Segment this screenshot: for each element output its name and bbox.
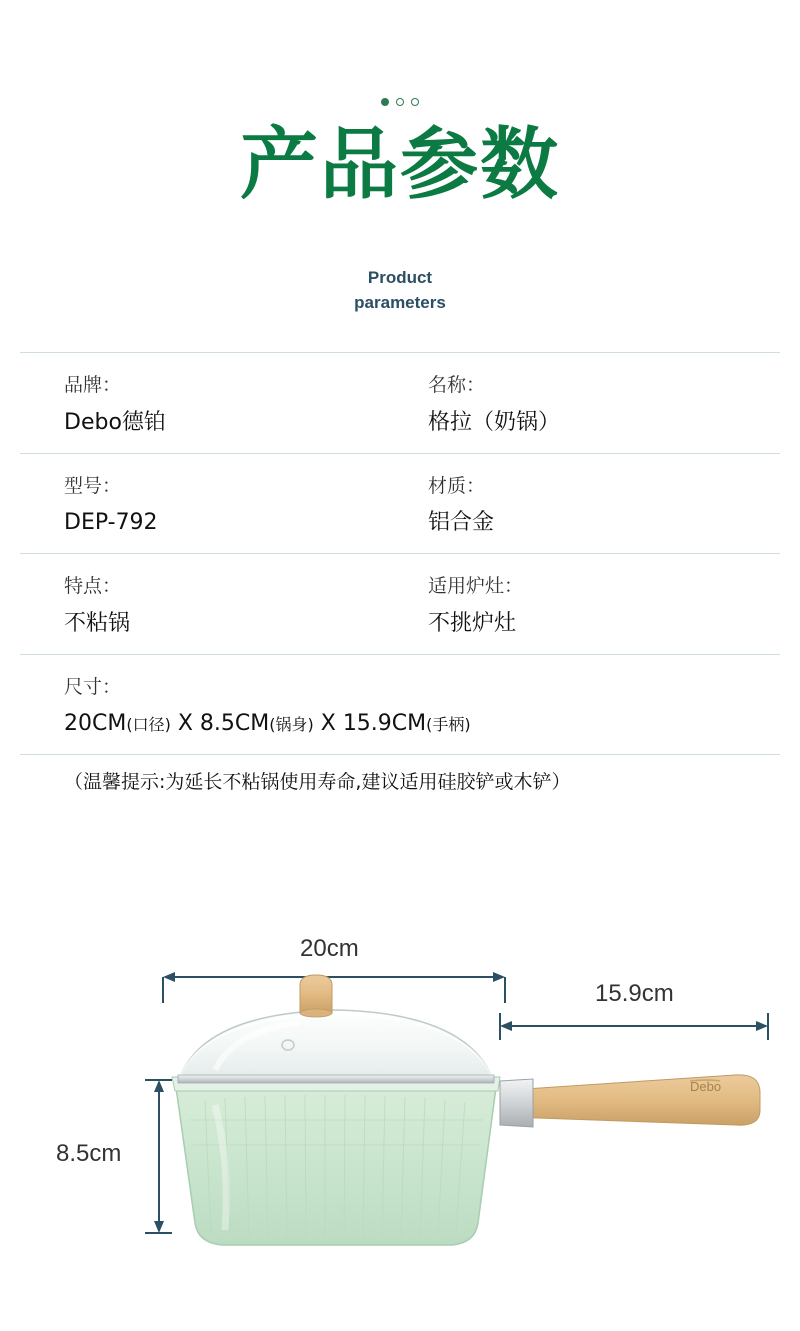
arrow-height (145, 1080, 172, 1233)
carousel-dot-3[interactable] (411, 98, 419, 106)
param-feature (20, 572, 400, 640)
size-handle: 15.9CM (342, 711, 427, 736)
size-body: 8.5CM (199, 711, 270, 736)
pot-lid (178, 975, 494, 1083)
table-row (20, 553, 780, 654)
param-model-label: 型号： (64, 474, 122, 497)
lid-knob (300, 975, 332, 1013)
arrow-handle (500, 1013, 768, 1040)
param-stove (400, 572, 780, 640)
param-material (400, 472, 780, 540)
product-dimension-diagram (0, 905, 800, 1325)
table-row-note (20, 754, 780, 797)
param-material-label: 材质： (428, 474, 486, 497)
param-feature-value: 不粘锅 (64, 610, 131, 636)
param-model-value: DEP-792 (64, 510, 158, 535)
table-row (20, 453, 780, 554)
pot-body (172, 1077, 500, 1245)
arrow-diameter (163, 972, 505, 1003)
page-title: 产品参数 (239, 120, 560, 210)
subtitle-line-1: Product (367, 268, 433, 287)
pot-illustration (0, 905, 800, 1325)
pot-handle (510, 1075, 760, 1125)
param-size-label: 尺寸： (64, 675, 122, 698)
brand-mark-text: Debo (690, 1079, 722, 1094)
subtitle-line-2: parameters (354, 292, 446, 312)
param-size (20, 673, 780, 741)
size-diameter: 20CM (64, 711, 127, 736)
dimension-label-height: 8.5cm (56, 1140, 122, 1167)
param-brand-label: 品牌： (64, 374, 122, 396)
param-size-value (64, 707, 780, 740)
param-stove-label: 适用炉灶： (428, 575, 524, 597)
param-brand (20, 371, 400, 439)
param-name-value: 格拉（奶锅） (428, 409, 561, 435)
param-name-label: 名称： (428, 374, 486, 396)
param-model (20, 472, 400, 540)
size-body-unit: (锅身) (269, 715, 314, 734)
param-feature-label: 特点： (64, 575, 122, 597)
table-row (20, 352, 780, 453)
product-parameters-table (20, 352, 780, 797)
handle-collar (500, 1079, 533, 1127)
carousel-dot-2[interactable] (396, 98, 404, 106)
size-separator-1: X (170, 711, 200, 736)
dimension-label-handle: 15.9cm (595, 980, 674, 1007)
dimension-label-diameter: 20cm (300, 935, 359, 962)
size-handle-unit: (手柄) (426, 715, 471, 734)
param-brand-value: Debo德铂 (64, 409, 166, 435)
carousel-dots[interactable] (0, 98, 800, 106)
page-subtitle (0, 266, 800, 315)
carousel-dot-1[interactable] (381, 98, 389, 106)
size-separator-2: X (313, 711, 343, 736)
param-stove-value: 不挑炉灶 (428, 610, 517, 636)
table-row-size (20, 654, 780, 755)
param-material-value: 铝合金 (428, 510, 495, 535)
param-name (400, 371, 780, 439)
care-note: （温馨提示:为延长不粘锅使用寿命,建议适用硅胶铲或木铲） (64, 771, 571, 793)
size-diameter-unit: (口径) (126, 715, 171, 734)
